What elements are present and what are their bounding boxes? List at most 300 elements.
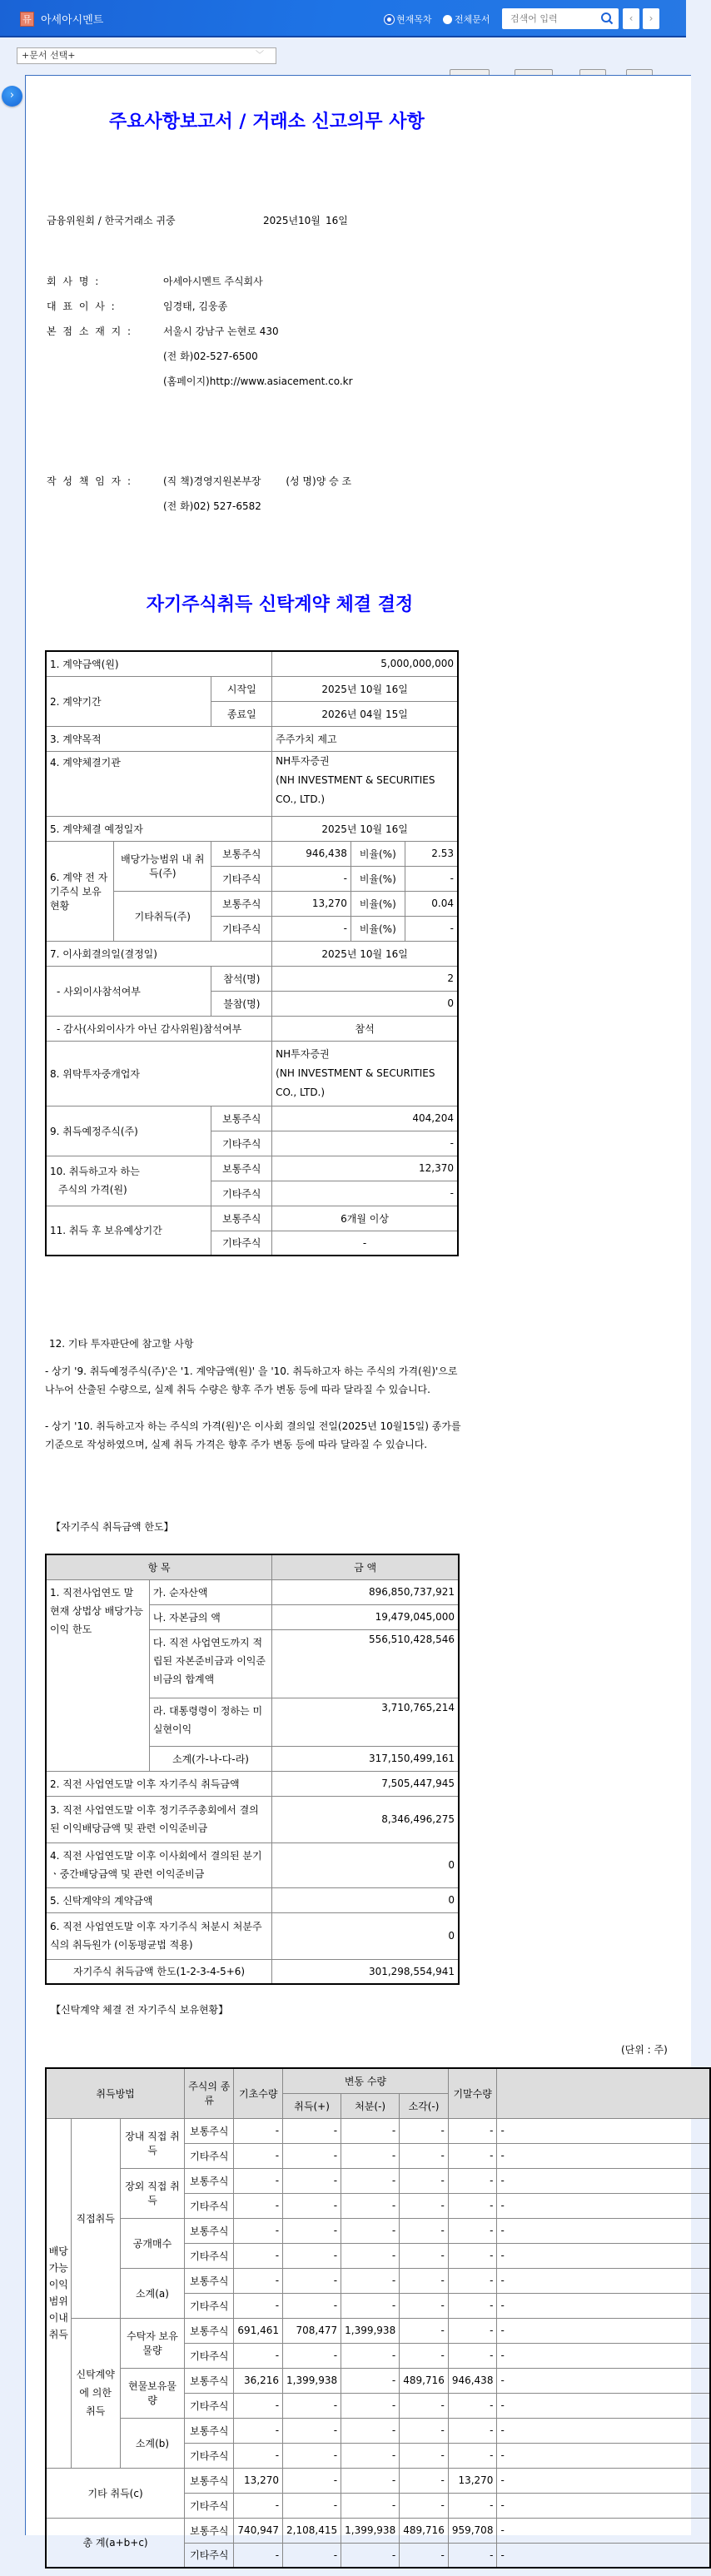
cell-value: - <box>341 2468 400 2493</box>
cell-value: - <box>448 2393 497 2418</box>
table-row <box>46 966 458 991</box>
row-label: 2. 계약기간 <box>46 676 211 726</box>
cell-value: - <box>400 2218 449 2243</box>
table-row <box>46 1106 458 1131</box>
cell-label: 기타취득(주) <box>114 891 211 941</box>
row-label: 4. 직전 사업연도말 이후 이사회에서 결의된 분기ㆍ중간배당금액 및 관련 이익준비금 <box>46 1842 272 1887</box>
clipped-cell: - <box>497 2518 710 2543</box>
row-label: 현물보유물량 <box>120 2368 184 2418</box>
cell-label: 참석(명) <box>211 966 272 991</box>
clipped-cell: - <box>497 2168 710 2193</box>
cell-value: 0 <box>272 1912 459 1959</box>
row-label: 9. 취득예정주식(주) <box>46 1106 211 1156</box>
cell-value: 2,108,415 <box>283 2518 341 2543</box>
cell-value: - <box>283 2268 341 2293</box>
cell-value: 2 <box>272 966 458 991</box>
cell-value: - <box>283 2493 341 2518</box>
clipped-cell: - <box>497 2243 710 2268</box>
cell-value: - <box>234 2493 283 2518</box>
cell-value: - <box>283 2393 341 2418</box>
cell-value: - <box>448 2243 497 2268</box>
stock-kind: 기타주식 <box>185 2243 234 2268</box>
unit-label: (단위 : 주) <box>621 2044 668 2056</box>
brand <box>20 11 103 27</box>
cell-value: - <box>448 2168 497 2193</box>
document-select[interactable] <box>17 47 276 64</box>
holdings-table <box>45 2067 711 2569</box>
cell-value: 556,510,428,546 <box>272 1629 459 1698</box>
prev-result-button[interactable]: ‹ <box>623 8 639 29</box>
cell-value: - <box>448 2343 497 2368</box>
limit-section-title: 【자기주식 취득금액 한도】 <box>51 1521 174 1533</box>
clipped-cell: - <box>497 2118 710 2143</box>
cell-value: - <box>283 2293 341 2318</box>
cell-value: - <box>400 2493 449 2518</box>
table-row <box>46 2468 710 2493</box>
table-row <box>46 1206 458 1231</box>
reference-note-1: - 상기 '9. 취득예정주식(주)'은 '1. 계약금액(원)' 을 '10. 취득하고자 하는 주식의 가격(원)'으로 나누어 산출된 수량으로, 실제 취득 수량은 향후 주가 변동 등에 따라 달라질 수 있습니다. <box>45 1365 458 1395</box>
institution-en: (NH INVESTMENT & SECURITIES CO., LTD.) <box>276 773 435 805</box>
cell-value: - <box>400 2393 449 2418</box>
row-label: 장외 직접 취득 <box>120 2168 184 2218</box>
decision-title: 자기주식취득 신탁계약 체결 결정 <box>146 594 414 615</box>
chevron-down-icon: ﹀ <box>256 51 264 60</box>
row-label: 5. 계약체결 예정일자 <box>46 816 272 841</box>
row-label: 2. 직전 사업연도말 이후 자기주식 취득금액 <box>46 1771 272 1796</box>
row-label: 11. 취득 후 보유예상기간 <box>46 1206 211 1256</box>
cell-value: - <box>448 2143 497 2168</box>
stock-kind: 기타주식 <box>185 2293 234 2318</box>
ceo-row <box>47 299 227 313</box>
company-name-row <box>47 274 263 288</box>
stock-kind: 보통주식 <box>185 2268 234 2293</box>
table-row <box>46 941 458 966</box>
stock-kind: 보통주식 <box>185 2468 234 2493</box>
search-box <box>502 8 619 29</box>
cell-value: - <box>272 916 351 941</box>
cell-value: - <box>448 2268 497 2293</box>
cell-value: - <box>234 2268 283 2293</box>
report-date-month: 10월 <box>298 215 321 226</box>
cell-label: 비율(%) <box>351 916 405 941</box>
row-label: 총 계(a+b+c) <box>46 2518 185 2568</box>
cell-value: - <box>341 2293 400 2318</box>
cell-value: 19,479,045,000 <box>272 1604 459 1629</box>
column-header: 변동 수량 <box>283 2068 449 2093</box>
table-row <box>46 1041 458 1106</box>
clipped-cell: - <box>497 2493 710 2518</box>
broker <box>272 1041 458 1106</box>
table-row <box>46 1579 459 1604</box>
contract-purpose: 주주가치 제고 <box>272 726 458 751</box>
cell-value: 0 <box>272 1842 459 1887</box>
row-label: 3. 직전 사업연도말 이후 정기주주총회에서 결의된 이익배당금액 및 관련 이익준비금 <box>46 1796 272 1842</box>
row-label: 다. 직전 사업연도까지 적립된 자본준비금과 이익준비금의 합계액 <box>149 1629 271 1698</box>
table-row <box>46 2318 710 2343</box>
table-row <box>46 726 458 751</box>
cell-value: - <box>341 2268 400 2293</box>
company-logo-icon: 뮤 <box>20 12 34 27</box>
cell-value: - <box>283 2218 341 2243</box>
radio-selected-icon <box>385 15 394 24</box>
clipped-cell: - <box>497 2393 710 2418</box>
hq-homepage-link[interactable]: (홈페이지)http://www.asiacement.co.kr <box>163 375 353 387</box>
cell-value: 36,216 <box>234 2368 283 2393</box>
table-row <box>46 2218 710 2243</box>
cell-value: - <box>400 2193 449 2218</box>
group-label: 신탁계약에 의한 취득 <box>71 2318 120 2468</box>
document-select-value: +문서 선택+ <box>22 50 76 61</box>
scope-all-label: 전체문서 <box>455 14 490 25</box>
company-name: 아세아시멘트 <box>41 14 104 27</box>
cell-value: - <box>448 2318 497 2343</box>
table-row <box>46 1887 459 1912</box>
cell-value: 참석 <box>272 1016 458 1041</box>
cell-value: 0 <box>272 1887 459 1912</box>
cell-value: - <box>283 2193 341 2218</box>
column-header: 기초수량 <box>234 2068 283 2118</box>
cell-label: 기타주식 <box>211 1181 272 1206</box>
hq-label: 본 점 소 재 지 : <box>47 326 133 337</box>
column-header: 기말수량 <box>448 2068 497 2118</box>
cell-value: - <box>400 2418 449 2443</box>
sidebar-toggle-button[interactable] <box>2 86 22 107</box>
row-label: 7. 이사회결의일(결정일) <box>46 941 272 966</box>
cell-value: 317,150,499,161 <box>272 1746 459 1771</box>
row-label: 8. 위탁투자중개업자 <box>46 1041 272 1106</box>
cell-value: - <box>341 2418 400 2443</box>
column-header: 취득(+) <box>283 2093 341 2118</box>
table-row <box>46 816 458 841</box>
stock-kind: 기타주식 <box>185 2443 234 2468</box>
cell-value: - <box>341 2368 400 2393</box>
cell-label: 비율(%) <box>351 841 405 866</box>
company-name-value: 아세아시멘트 주식회사 <box>163 276 263 287</box>
table-row <box>46 1959 459 1984</box>
clipped-cell: - <box>497 2143 710 2168</box>
clipped-cell: - <box>497 2468 710 2493</box>
cell-value: - <box>400 2243 449 2268</box>
row-label: 4. 계약체결기관 <box>46 751 272 816</box>
stock-kind: 보통주식 <box>185 2418 234 2443</box>
table-row <box>46 1156 458 1181</box>
contract-end: 2026년 04월 15일 <box>272 701 458 726</box>
table-row <box>46 2518 710 2543</box>
cell-value: - <box>272 1231 458 1256</box>
stock-kind: 기타주식 <box>185 2193 234 2218</box>
cell-value: - <box>234 2118 283 2143</box>
cell-value: 13,270 <box>448 2468 497 2493</box>
cell-value: 7,505,447,945 <box>272 1771 459 1796</box>
column-header: 금 액 <box>272 1554 459 1579</box>
cell-value: 6개월 이상 <box>272 1206 458 1231</box>
scope-all-docs-radio[interactable] <box>443 12 490 26</box>
ceo-label: 대 표 이 사 : <box>47 301 117 312</box>
cell-value: - <box>400 2343 449 2368</box>
table-row <box>46 2418 710 2443</box>
cell-value: - <box>283 2443 341 2468</box>
cell-value: - <box>400 2318 449 2343</box>
cell-value: - <box>448 2218 497 2243</box>
cell-value: - <box>234 2343 283 2368</box>
row-label <box>46 1156 211 1206</box>
label-line: 10. 취득하고자 하는 <box>50 1166 140 1177</box>
cell-value: - <box>400 2443 449 2468</box>
cell-value: - <box>234 2243 283 2268</box>
cell-label: 배당가능범위 내 취득(주) <box>114 841 211 891</box>
next-result-button[interactable]: › <box>643 8 659 29</box>
limit-table <box>45 1554 460 1985</box>
cell-value: - <box>283 2168 341 2193</box>
stock-kind: 보통주식 <box>185 2218 234 2243</box>
row-label: 소계(가-나-다-라) <box>149 1746 271 1771</box>
writer-name: (성 명)양 승 조 <box>286 475 352 487</box>
cell-value: - <box>448 2193 497 2218</box>
decision-table <box>45 650 459 1256</box>
stock-kind: 보통주식 <box>185 2118 234 2143</box>
cell-value: - <box>341 2543 400 2568</box>
report-date-day: 16일 <box>326 215 348 226</box>
limit-total: 301,298,554,941 <box>272 1959 459 1984</box>
row-label: 가. 순자산액 <box>149 1579 271 1604</box>
row-label: - 사외이사참석여부 <box>46 966 211 1016</box>
stock-kind: 기타주식 <box>185 2343 234 2368</box>
cell-label: 보통주식 <box>211 1206 272 1231</box>
cell-value: - <box>234 2543 283 2568</box>
row-label: 6. 직전 사업연도말 이후 자기주식 처분시 처분주식의 취득원가 (이동평균법 적용) <box>46 1912 272 1959</box>
cell-value: 959,708 <box>448 2518 497 2543</box>
contract-amount: 5,000,000,000 <box>272 651 458 676</box>
report-date-year: 2025년 <box>263 215 299 226</box>
board-date: 2025년 10월 16일 <box>272 941 458 966</box>
cell-value: - <box>234 2218 283 2243</box>
document-viewer[interactable] <box>25 75 691 2562</box>
stock-kind: 기타주식 <box>185 2393 234 2418</box>
table-row <box>46 651 458 676</box>
cell-value: 489,716 <box>400 2518 449 2543</box>
contract-date: 2025년 10월 16일 <box>272 816 458 841</box>
cell-value: - <box>448 2543 497 2568</box>
contract-institution <box>272 751 458 816</box>
cell-value: - <box>272 1131 458 1156</box>
row-label: 6. 계약 전 자기주식 보유현황 <box>46 841 114 941</box>
cell-value: - <box>341 2118 400 2143</box>
radio-unselected-icon <box>443 15 452 24</box>
table-row <box>46 2118 710 2143</box>
row-label: 라. 대통령령이 정하는 미실현이익 <box>149 1698 271 1746</box>
cell-value: - <box>283 2468 341 2493</box>
table-row <box>46 1771 459 1796</box>
cell-value: - <box>400 2118 449 2143</box>
hq-row <box>47 324 279 338</box>
cell-value: - <box>341 2393 400 2418</box>
report-title: 주요사항보고서 / 거래소 신고의무 사항 <box>109 111 425 132</box>
cell-value: 12,370 <box>272 1156 458 1181</box>
cell-label: 불참(명) <box>211 991 272 1016</box>
cell-value: 896,850,737,921 <box>272 1579 459 1604</box>
cell-value: - <box>448 2493 497 2518</box>
broker-ko: NH투자증권 <box>276 1047 330 1060</box>
cell-label: 보통주식 <box>211 841 272 866</box>
cell-label: 시작일 <box>211 676 272 701</box>
table-row <box>46 1796 459 1842</box>
clipped-cell: - <box>497 2293 710 2318</box>
cell-value: - <box>234 2293 283 2318</box>
row-label: 5. 신탁계약의 계약금액 <box>46 1887 272 1912</box>
stock-kind: 보통주식 <box>185 2318 234 2343</box>
table-row <box>46 1842 459 1887</box>
cell-value: - <box>283 2118 341 2143</box>
row-label: 1. 계약금액(원) <box>46 651 272 676</box>
cell-value: 946,438 <box>272 841 351 866</box>
holdings-section-title: 【신탁계약 체결 전 자기주식 보유현황】 <box>51 2004 229 2016</box>
search-icon[interactable] <box>600 12 614 25</box>
cell-label: 비율(%) <box>351 866 405 891</box>
reference-heading: 12. 기타 투자판단에 참고할 사항 <box>49 1338 194 1350</box>
row-label: 수탁자 보유물량 <box>120 2318 184 2368</box>
contract-start: 2025년 10월 16일 <box>272 676 458 701</box>
cell-value: - <box>405 916 458 941</box>
cell-value: - <box>400 2293 449 2318</box>
cell-value: - <box>234 2143 283 2168</box>
cell-value: 946,438 <box>448 2368 497 2393</box>
table-row <box>46 676 458 701</box>
cell-label: 기타주식 <box>211 1131 272 1156</box>
cell-value: 13,270 <box>272 891 351 916</box>
cell-value: - <box>341 2218 400 2243</box>
company-name-label: 회 사 명 : <box>47 276 101 287</box>
cell-value: 1,399,938 <box>341 2318 400 2343</box>
column-header: 항 목 <box>46 1554 272 1579</box>
clipped-cell: - <box>497 2343 710 2368</box>
cell-value: - <box>341 2143 400 2168</box>
cell-label: 보통주식 <box>211 891 272 916</box>
cell-value: - <box>234 2443 283 2468</box>
cell-value: 0 <box>272 991 458 1016</box>
table-row <box>46 2268 710 2293</box>
cell-value: 13,270 <box>234 2468 283 2493</box>
column-header-clipped <box>497 2068 710 2118</box>
cell-value: 489,716 <box>400 2368 449 2393</box>
cell-value: - <box>400 2268 449 2293</box>
cell-value: - <box>272 1181 458 1206</box>
search-input[interactable] <box>502 8 592 29</box>
row-label: 장내 직접 취득 <box>120 2118 184 2168</box>
cell-value: - <box>283 2243 341 2268</box>
cell-value: - <box>448 2293 497 2318</box>
cell-value: - <box>405 866 458 891</box>
cell-value: 740,947 <box>234 2518 283 2543</box>
cell-value: 8,346,496,275 <box>272 1796 459 1842</box>
column-header: 처분(-) <box>341 2093 400 2118</box>
group-label: 배당가능이익범위이내취득 <box>46 2118 71 2468</box>
cell-value: - <box>283 2343 341 2368</box>
column-header: 취득방법 <box>46 2068 185 2118</box>
scope-current-label: 현재목차 <box>396 14 432 25</box>
cell-value: - <box>341 2343 400 2368</box>
row-label: 공개매수 <box>120 2218 184 2268</box>
stock-kind: 기타주식 <box>185 2543 234 2568</box>
clipped-cell: - <box>497 2443 710 2468</box>
cell-value: - <box>272 866 351 891</box>
scope-current-toc-radio[interactable] <box>385 12 432 26</box>
row-label: 소계(a) <box>120 2268 184 2318</box>
table-row <box>46 1912 459 1959</box>
cell-value: 2.53 <box>405 841 458 866</box>
cell-value: - <box>234 2193 283 2218</box>
cell-label: 기타주식 <box>211 916 272 941</box>
cell-value: - <box>234 2418 283 2443</box>
cell-value: 0.04 <box>405 891 458 916</box>
cell-label: 보통주식 <box>211 1106 272 1131</box>
cell-value: - <box>341 2443 400 2468</box>
stock-kind: 보통주식 <box>185 2518 234 2543</box>
cell-value: - <box>400 2168 449 2193</box>
cell-label: 비율(%) <box>351 891 405 916</box>
cell-value: - <box>283 2543 341 2568</box>
clipped-cell: - <box>497 2418 710 2443</box>
writer-phone: (전 화)02) 527-6582 <box>163 500 261 512</box>
reference-note-2: - 상기 '10. 취득하고자 하는 주식의 가격(원)'은 이사회 결의일 전일(2025년 10월15일) 종가를 기준으로 작성하였으며, 실제 취득 가격은 향후 주가 변동 등에 따라 달라질 수 있습니다. <box>45 1420 461 1450</box>
top-bar <box>0 0 686 37</box>
label-line: 주식의 가격(원) <box>58 1184 127 1196</box>
cell-value: - <box>234 2393 283 2418</box>
writer-label: 작 성 책 임 자 : <box>47 475 133 487</box>
cell-value: 691,461 <box>234 2318 283 2343</box>
cell-value: 708,477 <box>283 2318 341 2343</box>
table-row <box>46 841 458 866</box>
ceo-value: 임경태, 김웅종 <box>163 301 228 312</box>
chevron-right-icon: › <box>9 89 15 102</box>
cell-value: - <box>448 2418 497 2443</box>
row-label: 3. 계약목적 <box>46 726 272 751</box>
cell-value: - <box>400 2543 449 2568</box>
clipped-cell: - <box>497 2318 710 2343</box>
cell-value: - <box>341 2493 400 2518</box>
cell-value: 1,399,938 <box>283 2368 341 2393</box>
hq-address: 서울시 강남구 논현로 430 <box>163 326 279 337</box>
table-header-row <box>46 1554 459 1579</box>
group-label: 직접취득 <box>71 2118 120 2318</box>
cell-label: 기타주식 <box>211 1231 272 1256</box>
row-label: 소계(b) <box>120 2418 184 2468</box>
cell-value: - <box>400 2468 449 2493</box>
row-label: 1. 직전사업연도 말 현재 상법상 배당가능이익 한도 <box>46 1579 149 1771</box>
cell-value: - <box>341 2243 400 2268</box>
stock-kind: 보통주식 <box>185 2368 234 2393</box>
cell-value: - <box>234 2168 283 2193</box>
broker-en: (NH INVESTMENT & SECURITIES CO., LTD.) <box>276 1067 435 1098</box>
row-label: 기타 취득(c) <box>46 2468 185 2518</box>
clipped-cell: - <box>497 2193 710 2218</box>
table-row <box>46 751 458 816</box>
cell-value: - <box>448 2118 497 2143</box>
stock-kind: 기타주식 <box>185 2493 234 2518</box>
clipped-cell: - <box>497 2218 710 2243</box>
cell-value: - <box>400 2143 449 2168</box>
row-label: - 감사(사외이사가 아닌 감사위원)참석여부 <box>46 1016 272 1041</box>
row-label: 나. 자본금의 액 <box>149 1604 271 1629</box>
cell-label: 기타주식 <box>211 866 272 891</box>
column-header: 주식의 종류 <box>185 2068 234 2118</box>
cell-value: - <box>341 2193 400 2218</box>
stock-kind: 기타주식 <box>185 2143 234 2168</box>
hq-phone: (전 화)02-527-6500 <box>163 351 258 362</box>
institution-ko: NH투자증권 <box>276 754 330 767</box>
cell-value: 404,204 <box>272 1106 458 1131</box>
cell-label: 보통주식 <box>211 1156 272 1181</box>
table-header-row <box>46 2068 710 2093</box>
